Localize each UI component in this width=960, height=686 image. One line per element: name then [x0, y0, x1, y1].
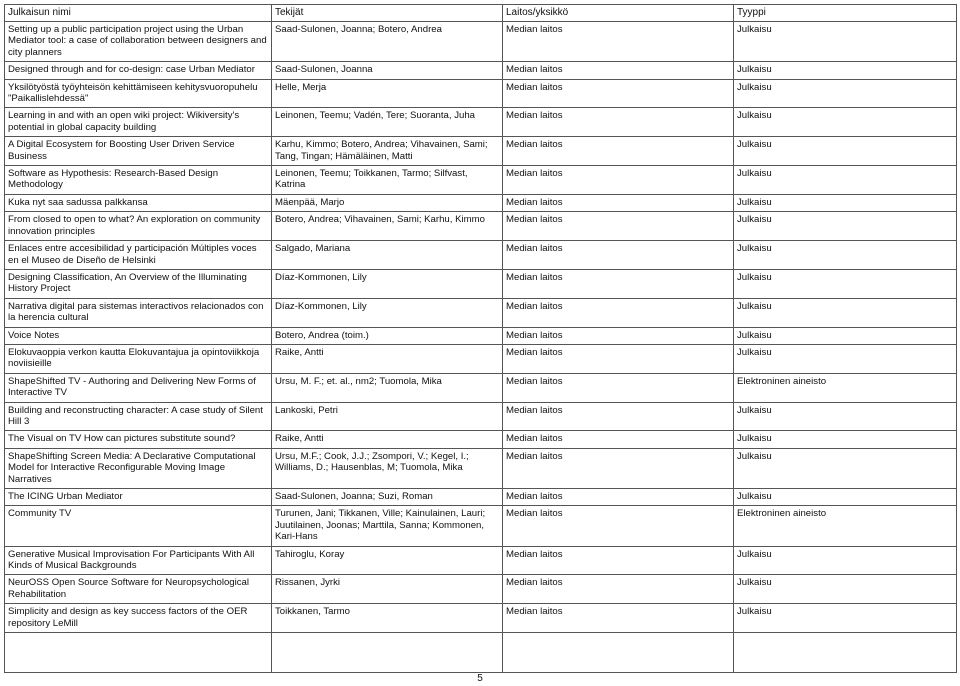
table-row — [5, 212, 957, 241]
cell-authors: Karhu, Kimmo; Botero, Andrea; Vihavainen, Sami; Tang, Tingan; Hämäläinen, Matti — [272, 137, 503, 166]
cell-type: Julkaisu — [734, 489, 957, 506]
cell-unit: Median laitos — [503, 269, 734, 298]
cell-type: Elektroninen aineisto — [734, 506, 957, 546]
cell-type: Julkaisu — [734, 241, 957, 270]
table-header — [5, 5, 957, 22]
table-row — [5, 62, 957, 79]
cell-type: Julkaisu — [734, 448, 957, 488]
header-row — [5, 5, 957, 22]
cell-unit: Median laitos — [503, 546, 734, 575]
table-row — [5, 604, 957, 633]
cell-authors: Díaz-Kommonen, Lily — [272, 298, 503, 327]
cell-type: Elektroninen aineisto — [734, 373, 957, 402]
cell-title: Building and reconstructing character: A case study of Silent Hill 3 — [5, 402, 272, 431]
table-row — [5, 166, 957, 195]
cell-title: Setting up a public participation project using the Urban Mediator tool: a case of collaboration between designers and city planners — [5, 22, 272, 62]
table-row — [5, 344, 957, 373]
cell-title: Designing Classification, An Overview of the Illuminating History Project — [5, 269, 272, 298]
empty-cell — [503, 633, 734, 673]
header-title: Julkaisun nimi — [5, 5, 272, 22]
cell-authors: Saad-Sulonen, Joanna — [272, 62, 503, 79]
cell-title: NeurOSS Open Source Software for Neuropsychological Rehabilitation — [5, 575, 272, 604]
cell-title: The ICING Urban Mediator — [5, 489, 272, 506]
cell-title: Community TV — [5, 506, 272, 546]
cell-title: ShapeShifting Screen Media: A Declarative Computational Model for Interactive Reconfigurable Moving Image Narratives — [5, 448, 272, 488]
cell-authors: Raike, Antti — [272, 344, 503, 373]
cell-authors: Leinonen, Teemu; Vadén, Tere; Suoranta, Juha — [272, 108, 503, 137]
cell-authors: Botero, Andrea (toim.) — [272, 327, 503, 344]
cell-type: Julkaisu — [734, 212, 957, 241]
cell-authors: Ursu, M. F.; et. al., nm2; Tuomola, Mika — [272, 373, 503, 402]
cell-unit: Median laitos — [503, 402, 734, 431]
cell-type: Julkaisu — [734, 269, 957, 298]
table-row — [5, 431, 957, 448]
table-row — [5, 108, 957, 137]
cell-authors: Lankoski, Petri — [272, 402, 503, 431]
cell-type: Julkaisu — [734, 166, 957, 195]
cell-authors: Ursu, M.F.; Cook, J.J.; Zsompori, V.; Kegel, I.; Williams, D.; Hausenblas, M; Tuomola, Mika — [272, 448, 503, 488]
table-row — [5, 269, 957, 298]
cell-title: Designed through and for co-design: case Urban Mediator — [5, 62, 272, 79]
cell-type: Julkaisu — [734, 327, 957, 344]
cell-title: Kuka nyt saa sadussa palkkansa — [5, 194, 272, 211]
cell-authors: Saad-Sulonen, Joanna; Suzi, Roman — [272, 489, 503, 506]
cell-type: Julkaisu — [734, 575, 957, 604]
cell-unit: Median laitos — [503, 62, 734, 79]
cell-unit: Median laitos — [503, 241, 734, 270]
table-row — [5, 241, 957, 270]
empty-cell — [5, 633, 272, 673]
cell-type: Julkaisu — [734, 431, 957, 448]
cell-unit: Median laitos — [503, 108, 734, 137]
cell-unit: Median laitos — [503, 344, 734, 373]
table-body — [5, 22, 957, 673]
cell-authors: Helle, Merja — [272, 79, 503, 108]
table-row — [5, 402, 957, 431]
cell-type: Julkaisu — [734, 344, 957, 373]
cell-unit: Median laitos — [503, 327, 734, 344]
cell-authors: Leinonen, Teemu; Toikkanen, Tarmo; Silfvast, Katrina — [272, 166, 503, 195]
cell-title: Elokuvaoppia verkon kautta Elokuvantajua ja opintoviikkoja noviisieille — [5, 344, 272, 373]
cell-authors: Turunen, Jani; Tikkanen, Ville; Kainulainen, Lauri; Juutilainen, Joonas; Marttila, Sanna; Kommonen, Kari-Hans — [272, 506, 503, 546]
cell-title: ShapeShifted TV - Authoring and Delivering New Forms of Interactive TV — [5, 373, 272, 402]
cell-title: Generative Musical Improvisation For Participants With All Kinds of Musical Backgrounds — [5, 546, 272, 575]
cell-title: Learning in and with an open wiki project: Wikiversity's potential in global capacity building — [5, 108, 272, 137]
empty-cell — [272, 633, 503, 673]
cell-unit: Median laitos — [503, 448, 734, 488]
cell-authors: Botero, Andrea; Vihavainen, Sami; Karhu, Kimmo — [272, 212, 503, 241]
cell-authors: Raike, Antti — [272, 431, 503, 448]
table-row — [5, 79, 957, 108]
cell-title: Simplicity and design as key success factors of the OER repository LeMill — [5, 604, 272, 633]
cell-unit: Median laitos — [503, 489, 734, 506]
cell-title: Yksilötyöstä työyhteisön kehittämiseen kehitysvuoropuhelu "Paikallislehdessä" — [5, 79, 272, 108]
cell-authors: Saad-Sulonen, Joanna; Botero, Andrea — [272, 22, 503, 62]
cell-type: Julkaisu — [734, 137, 957, 166]
header-type: Tyyppi — [734, 5, 957, 22]
cell-unit: Median laitos — [503, 137, 734, 166]
cell-authors: Mäenpää, Marjo — [272, 194, 503, 211]
cell-title: Software as Hypothesis: Research-Based Design Methodology — [5, 166, 272, 195]
table-row — [5, 448, 957, 488]
cell-title: A Digital Ecosystem for Boosting User Driven Service Business — [5, 137, 272, 166]
cell-title: Voice Notes — [5, 327, 272, 344]
cell-title: Narrativa digital para sistemas interactivos relacionados con la herencia cultural — [5, 298, 272, 327]
cell-type: Julkaisu — [734, 108, 957, 137]
table-row — [5, 22, 957, 62]
cell-title: The Visual on TV How can pictures substitute sound? — [5, 431, 272, 448]
cell-authors: Toikkanen, Tarmo — [272, 604, 503, 633]
cell-authors: Salgado, Mariana — [272, 241, 503, 270]
table-row — [5, 489, 957, 506]
empty-row — [5, 633, 957, 673]
cell-title: From closed to open to what? An exploration on community innovation principles — [5, 212, 272, 241]
publications-table — [4, 4, 957, 673]
header-authors: Tekijät — [272, 5, 503, 22]
table-row — [5, 298, 957, 327]
page-number: 5 — [477, 673, 483, 684]
cell-unit: Median laitos — [503, 194, 734, 211]
cell-unit: Median laitos — [503, 22, 734, 62]
cell-unit: Median laitos — [503, 373, 734, 402]
cell-unit: Median laitos — [503, 431, 734, 448]
cell-unit: Median laitos — [503, 604, 734, 633]
cell-unit: Median laitos — [503, 79, 734, 108]
table-row — [5, 546, 957, 575]
table-row — [5, 327, 957, 344]
cell-unit: Median laitos — [503, 166, 734, 195]
table-row — [5, 506, 957, 546]
table-row — [5, 137, 957, 166]
cell-type: Julkaisu — [734, 604, 957, 633]
cell-unit: Median laitos — [503, 298, 734, 327]
cell-type: Julkaisu — [734, 546, 957, 575]
table-row — [5, 575, 957, 604]
table-row — [5, 373, 957, 402]
empty-cell — [734, 633, 957, 673]
cell-authors: Rissanen, Jyrki — [272, 575, 503, 604]
cell-type: Julkaisu — [734, 22, 957, 62]
cell-authors: Tahiroglu, Koray — [272, 546, 503, 575]
cell-authors: Díaz-Kommonen, Lily — [272, 269, 503, 298]
cell-type: Julkaisu — [734, 298, 957, 327]
cell-type: Julkaisu — [734, 79, 957, 108]
cell-type: Julkaisu — [734, 62, 957, 79]
header-unit: Laitos/yksikkö — [503, 5, 734, 22]
cell-unit: Median laitos — [503, 212, 734, 241]
cell-type: Julkaisu — [734, 194, 957, 211]
cell-type: Julkaisu — [734, 402, 957, 431]
cell-unit: Median laitos — [503, 506, 734, 546]
cell-unit: Median laitos — [503, 575, 734, 604]
table-row — [5, 194, 957, 211]
cell-title: Enlaces entre accesibilidad y participación Múltiples voces en el Museo de Diseño de Helsinki — [5, 241, 272, 270]
